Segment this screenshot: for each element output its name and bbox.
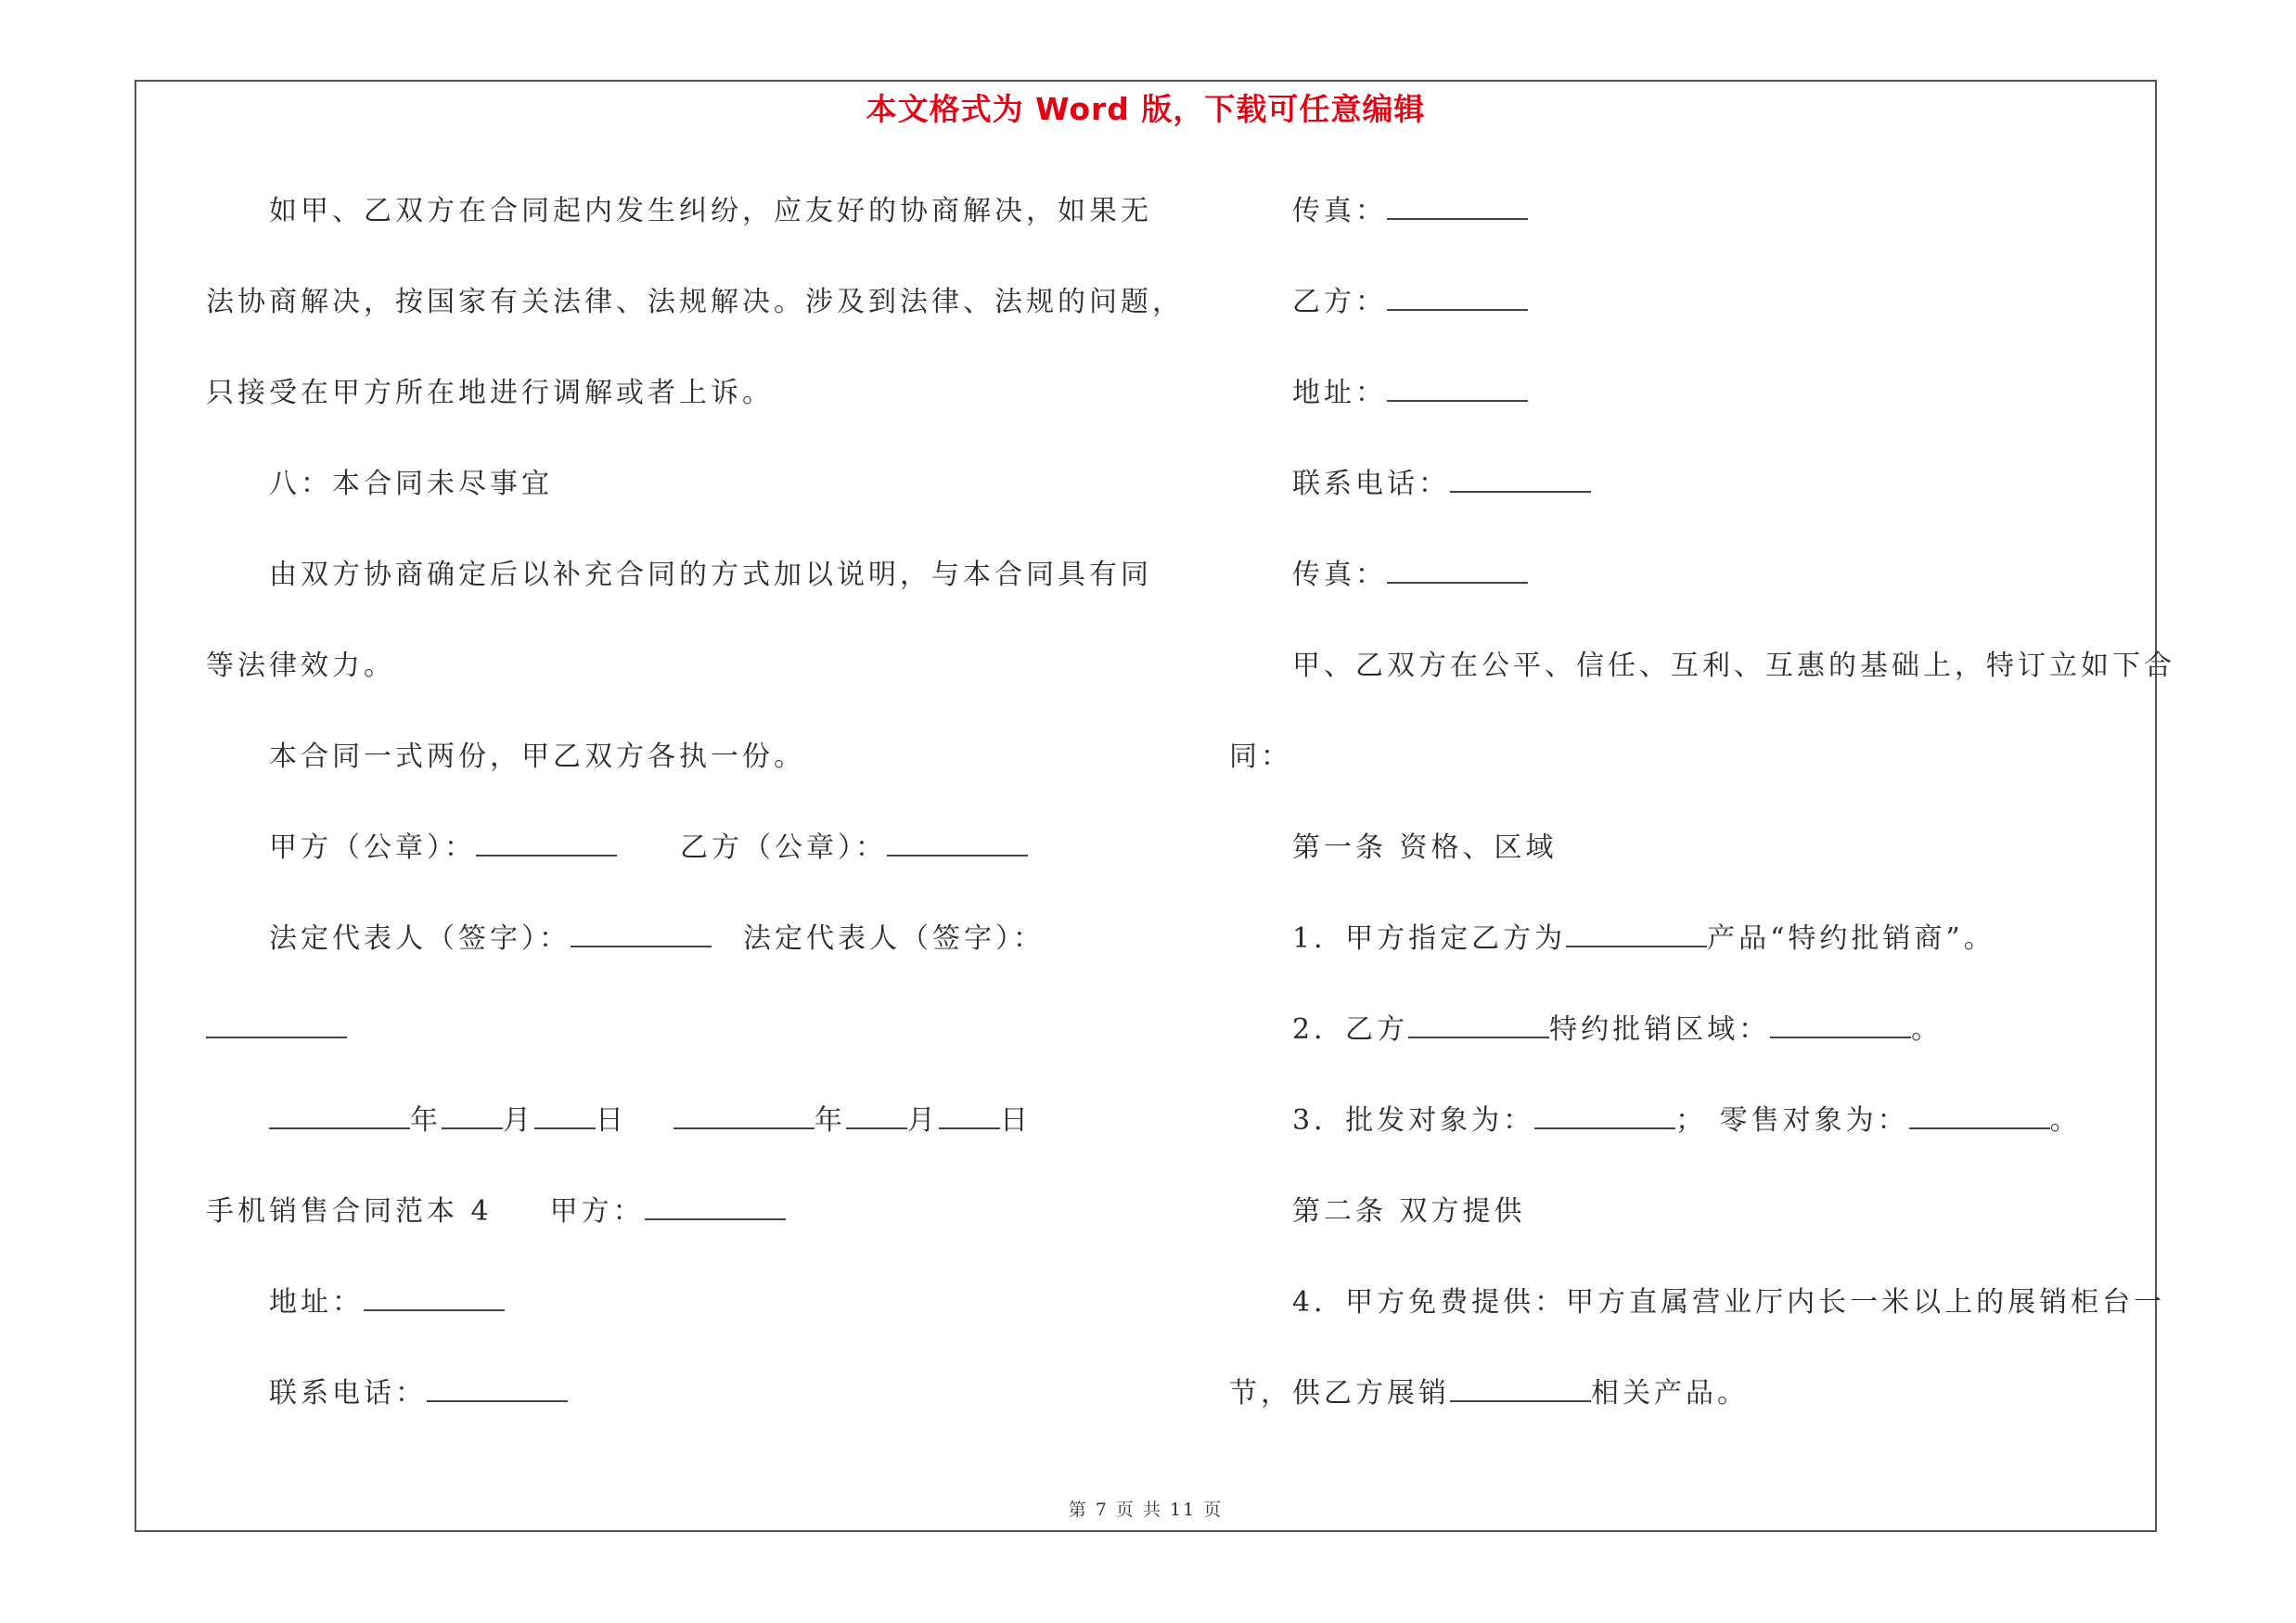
date-b-year-blank xyxy=(673,1107,815,1129)
section-8-title: 八：本合同未尽事宜 xyxy=(269,468,553,500)
party-a-seal-label: 甲方（公章）： xyxy=(269,831,476,864)
item-4-line-2 xyxy=(1229,1377,1749,1410)
item-2-prefix: 2．乙方 xyxy=(1292,1013,1409,1046)
date-b-day: 日 xyxy=(1000,1104,1032,1137)
left-phone-row xyxy=(269,1377,568,1410)
item-3 xyxy=(1292,1104,2082,1138)
article-1-title: 第一条 资格、区域 xyxy=(1292,831,1558,864)
item-2-middle: 特约批销区域： xyxy=(1549,1013,1771,1046)
word-format-notice: 本文格式为 Word 版，下载可任意编辑 xyxy=(866,91,1426,127)
dispute-paragraph-line-3: 只接受在甲方所在地进行调解或者上诉。 xyxy=(206,377,774,409)
item-3-middle: ； 零售对象为： xyxy=(1675,1104,1909,1137)
legal-rep-a-blank xyxy=(571,925,712,947)
page-number: 第 7 页 共 11 页 xyxy=(1068,1500,1224,1520)
date-a-month: 月 xyxy=(503,1104,534,1137)
dispute-paragraph-line-1: 如甲、乙双方在合同起内发生纠纷，应友好的协商解决，如果无 xyxy=(269,195,1152,227)
right-phone-label: 联系电话： xyxy=(1292,468,1450,500)
party-b-label: 乙方： xyxy=(1292,286,1387,318)
item-1-prefix: 1．甲方指定乙方为 xyxy=(1292,922,1567,955)
right-address-blank xyxy=(1387,380,1528,402)
item-1-blank xyxy=(1566,925,1707,947)
party-a-blank xyxy=(645,1198,786,1220)
party-b-seal-label: 乙方（公章）： xyxy=(680,831,887,864)
item-3-blank-1 xyxy=(1534,1107,1675,1129)
left-phone-label: 联系电话： xyxy=(269,1377,427,1410)
template-title-row xyxy=(206,1195,786,1229)
seal-signature-row xyxy=(269,831,1028,865)
right-phone-blank xyxy=(1450,470,1591,493)
item-1-suffix: 产品“特约批销商”。 xyxy=(1707,922,1995,955)
party-a-label: 甲方： xyxy=(549,1195,645,1228)
legal-rep-a-label: 法定代表人（签字）： xyxy=(269,922,571,955)
legal-rep-b-label: 法定代表人（签字）： xyxy=(743,922,1045,955)
item-2-blank-2 xyxy=(1770,1016,1911,1038)
date-a-year-blank xyxy=(269,1107,410,1129)
item-4-line-1: 4．甲方免费提供：甲方直属营业厅内长一米以上的展销柜台一 xyxy=(1292,1286,2166,1319)
party-b-seal-blank xyxy=(887,834,1028,857)
date-b-day-blank xyxy=(939,1107,1000,1129)
item-2-suffix: 。 xyxy=(1911,1013,1943,1046)
party-a-seal-blank xyxy=(476,834,617,857)
item-2 xyxy=(1292,1013,1943,1047)
article-2-title: 第二条 双方提供 xyxy=(1292,1195,1526,1228)
right-phone-row xyxy=(1292,468,1591,501)
date-b-year: 年 xyxy=(815,1104,846,1137)
date-a-year: 年 xyxy=(410,1104,442,1137)
left-address-blank xyxy=(364,1289,505,1311)
intro-line-1: 甲、乙双方在公平、信任、互利、互惠的基础上，特订立如下合 xyxy=(1292,650,2175,682)
party-b-blank xyxy=(1387,289,1528,311)
copies-statement: 本合同一式两份，甲乙双方各执一份。 xyxy=(269,741,805,773)
item-1 xyxy=(1292,922,1995,956)
party-b-row xyxy=(1292,286,1528,319)
item-4-line-2-prefix: 节，供乙方展销 xyxy=(1229,1377,1450,1410)
right-fax-row xyxy=(1292,195,1528,228)
right-address-row xyxy=(1292,377,1528,410)
legal-rep-b-blank xyxy=(206,1016,347,1038)
item-3-blank-2 xyxy=(1909,1107,2050,1129)
dispute-paragraph-line-2: 法协商解决，按国家有关法律、法规解决。涉及到法律、法规的问题， xyxy=(206,286,1184,318)
right-address-label: 地址： xyxy=(1292,377,1387,409)
item-4-line-2-suffix: 相关产品。 xyxy=(1591,1377,1749,1410)
right-fax-blank xyxy=(1387,198,1528,220)
right-fax-label-2: 传真： xyxy=(1292,559,1387,591)
intro-line-2: 同： xyxy=(1229,741,1292,773)
right-fax-label: 传真： xyxy=(1292,195,1387,227)
legal-rep-b-blank-row xyxy=(206,1013,347,1047)
date-row xyxy=(269,1104,1032,1138)
date-b-month: 月 xyxy=(907,1104,939,1137)
date-a-day: 日 xyxy=(596,1104,627,1137)
template-title: 手机销售合同范本 4 xyxy=(206,1195,493,1228)
item-3-suffix: 。 xyxy=(2049,1104,2082,1137)
legal-rep-row xyxy=(269,922,1045,956)
date-a-month-blank xyxy=(442,1107,503,1129)
right-fax-row-2 xyxy=(1292,559,1528,592)
item-3-prefix: 3．批发对象为： xyxy=(1292,1104,1535,1137)
item-4-blank xyxy=(1450,1380,1591,1402)
left-address-label: 地址： xyxy=(269,1286,364,1319)
right-fax-blank-2 xyxy=(1387,561,1528,584)
item-2-blank-1 xyxy=(1408,1016,1549,1038)
date-a-day-blank xyxy=(534,1107,596,1129)
supplement-paragraph-line-2: 等法律效力。 xyxy=(206,650,395,682)
supplement-paragraph-line-1: 由双方协商确定后以补充合同的方式加以说明，与本合同具有同 xyxy=(269,559,1152,591)
left-address-row xyxy=(269,1286,505,1320)
date-b-month-blank xyxy=(846,1107,907,1129)
left-phone-blank xyxy=(427,1380,568,1402)
